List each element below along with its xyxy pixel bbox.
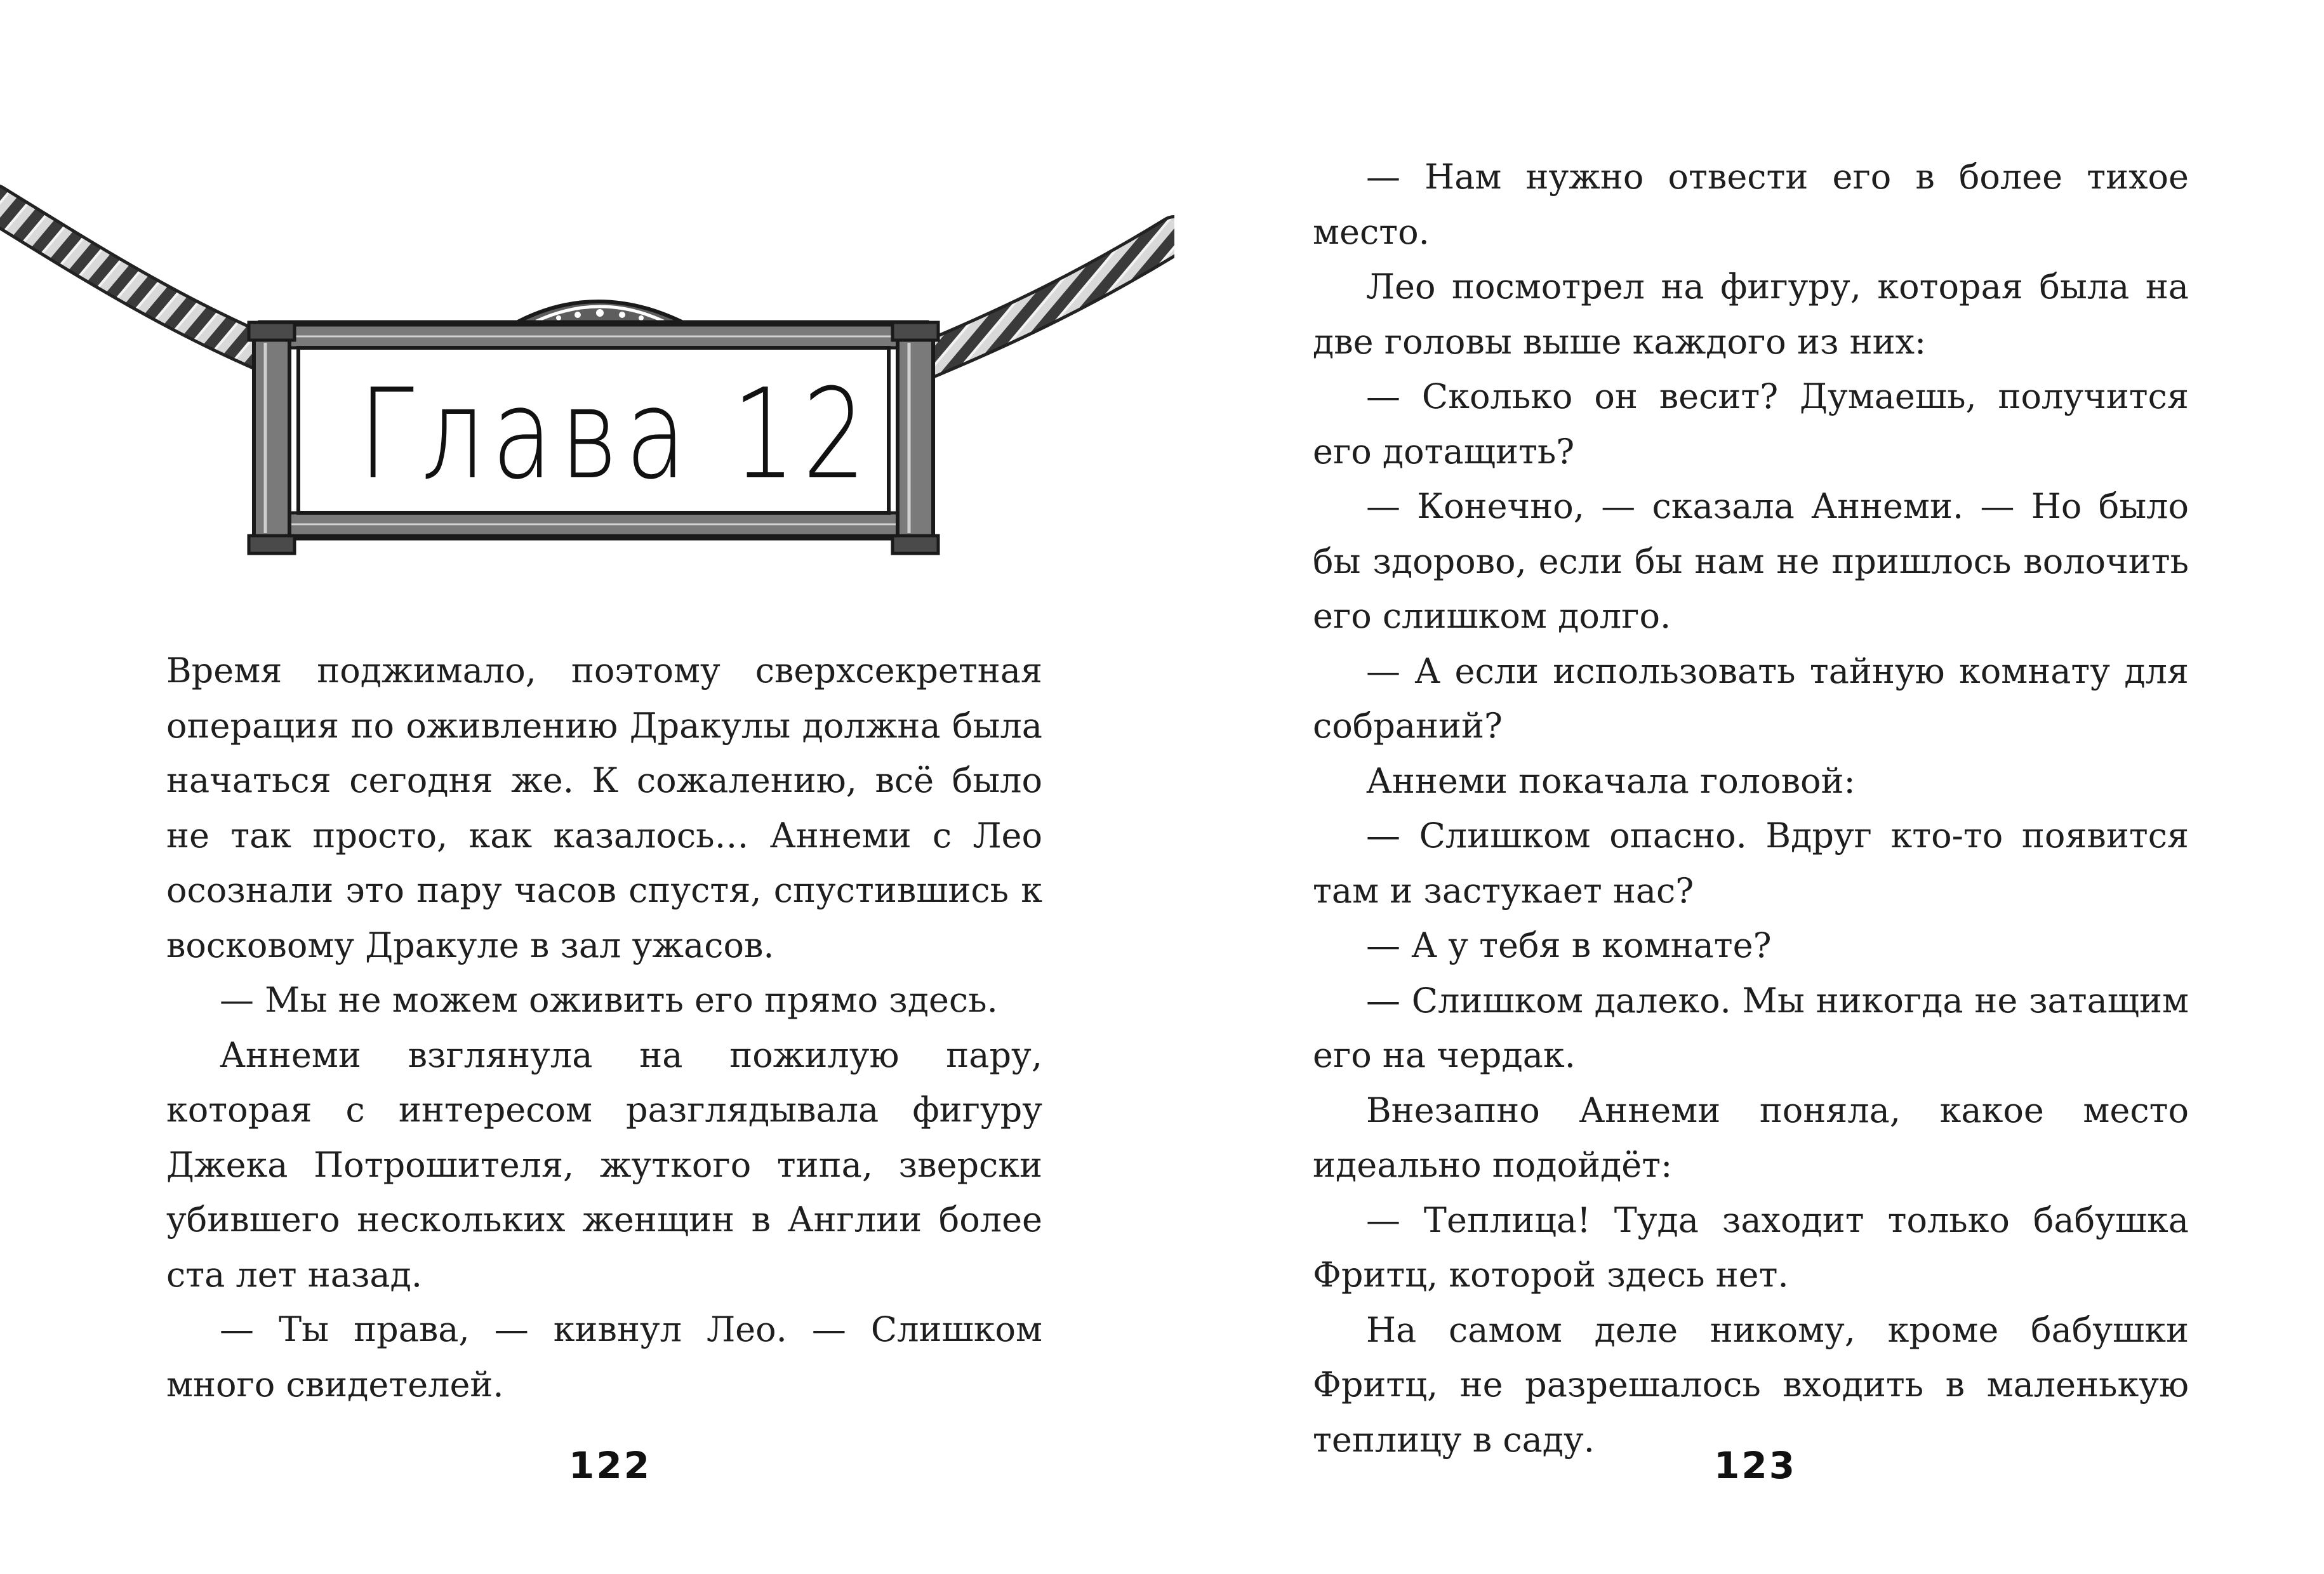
right-page-text: [1313, 150, 2189, 1467]
paragraph: — Сколько он весит? Думаешь, получится его дотащить?: [1313, 376, 2189, 472]
paragraph: — Ты права, — кивнул Лео. — Слишком много свидетелей.: [166, 1309, 1042, 1405]
left-page-text: [166, 644, 1042, 1412]
paragraph: — Слишком опасно. Вдруг кто-то появится там и застукает нас?: [1313, 816, 2189, 911]
paragraph: Лео посмотрел на фигуру, которая была на две головы выше каждого из них:: [1313, 267, 2189, 362]
paragraph: — Слишком далеко. Мы никогда не затащим его на чердак.: [1313, 980, 2189, 1075]
paragraph: Аннеми покачала головой:: [1366, 760, 1856, 801]
paragraph: Внезапно Аннеми поняла, какое место идеально подойдёт:: [1313, 1090, 2189, 1185]
paragraph: — Мы не можем оживить его прямо здесь.: [220, 980, 998, 1020]
paragraph: Аннеми взглянула на пожилую пару, которая с интересом разглядывала фигуру Джека Потрошителя, жуткого типа, зверски убившего нескольких женщин в Англии более ста лет назад.: [166, 1035, 1042, 1295]
paragraph: — Теплица! Туда заходит только бабушка Фритц, которой здесь нет.: [1313, 1200, 2189, 1295]
paragraph: На самом деле никому, кроме бабушки Фритц, не разрешалось входить в маленькую теплицу в саду.: [1313, 1309, 2189, 1460]
paragraph: — Конечно, — сказала Аннеми. — Но было бы здорово, если бы нам не пришлось волочить его слишком долго.: [1313, 486, 2189, 636]
page-number: 122: [569, 1444, 652, 1487]
chapter-title: Глава 12: [358, 362, 873, 507]
page-number: 123: [1714, 1444, 1797, 1487]
paragraph: Время поджимало, поэтому сверхсекретная операция по оживлению Дракулы должна была начаться сегодня же. К сожалению, всё было не так просто, как казалось… Аннеми с Лео осознали это пару часов спустя, спустившись к восковому Дракуле в зал ужасов.: [166, 651, 1042, 965]
paragraph: — А у тебя в комнате?: [1366, 925, 1772, 965]
paragraph: — Нам нужно отвести его в более тихое место.: [1313, 157, 2189, 252]
paragraph: — А если использовать тайную комнату для собраний?: [1313, 651, 2189, 746]
